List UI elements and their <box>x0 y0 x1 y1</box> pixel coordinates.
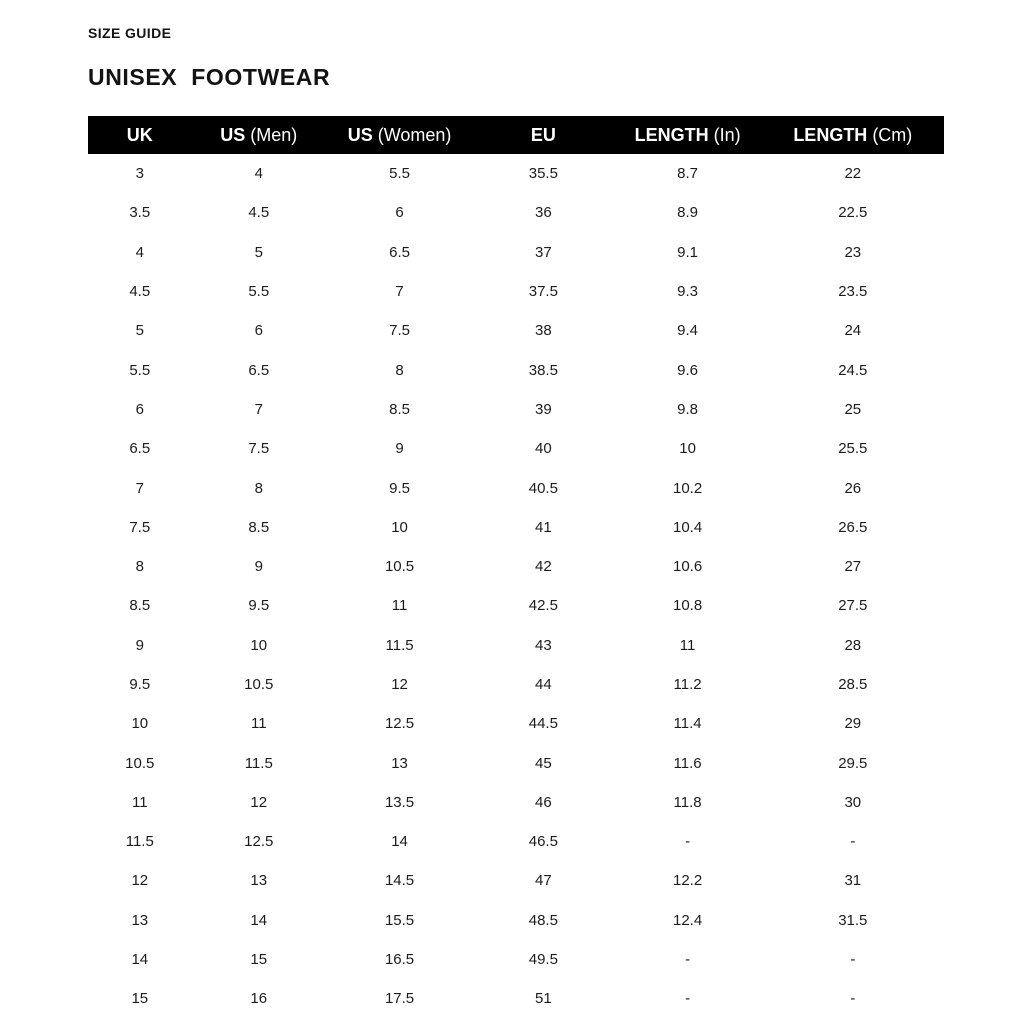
column-header-bold-text: LENGTH <box>634 124 709 145</box>
size-cell: 8 <box>254 479 263 497</box>
size-cell: 10 <box>250 636 268 654</box>
size-cell: 5 <box>254 243 263 261</box>
size-guide-label: SIZE GUIDE <box>88 25 172 41</box>
size-cell: 8 <box>395 361 404 379</box>
size-cell: 8 <box>135 558 144 576</box>
size-cell: 9.5 <box>129 676 151 693</box>
size-cell: 9.4 <box>677 322 699 340</box>
table-row <box>88 272 944 311</box>
size-cell: 14 <box>131 951 149 969</box>
size-cell: 28 <box>844 636 862 654</box>
table-row <box>88 901 944 940</box>
size-cell: 7.5 <box>129 518 151 536</box>
size-cell: 10.8 <box>672 597 703 615</box>
size-cell: 6 <box>135 400 144 418</box>
size-cell: 44.5 <box>528 715 558 733</box>
size-cell: 6.5 <box>389 243 410 261</box>
size-cell: 17.5 <box>384 990 415 1008</box>
size-cell: 28.5 <box>838 676 868 693</box>
size-cell: 8.5 <box>389 400 410 418</box>
size-cell: 5.5 <box>389 165 410 183</box>
size-cell: 7.5 <box>389 322 410 340</box>
size-cell: 6.5 <box>248 361 270 379</box>
size-cell: 14.5 <box>384 872 415 890</box>
size-cell: 5.5 <box>129 361 151 379</box>
size-cell: 11 <box>131 793 148 811</box>
size-cell: 24.5 <box>838 361 868 379</box>
size-cell: 10 <box>391 518 408 536</box>
size-cell: 12 <box>131 872 149 890</box>
column-header <box>326 116 473 154</box>
table-row <box>88 626 944 665</box>
table-row <box>88 704 944 743</box>
size-cell: 3 <box>135 165 144 183</box>
size-cell: 4 <box>254 165 263 183</box>
size-cell: - <box>850 951 856 969</box>
size-cell: 6 <box>395 204 404 222</box>
size-cell: 45 <box>535 754 552 772</box>
size-cell: 8.5 <box>248 518 270 536</box>
table-row <box>88 940 944 979</box>
table-row <box>88 508 944 547</box>
size-cell: 22.5 <box>838 204 868 222</box>
size-cell: 11.8 <box>673 793 702 811</box>
size-cell: 11 <box>250 715 267 733</box>
size-cell: 38.5 <box>528 361 558 379</box>
size-cell: 10.5 <box>244 676 274 693</box>
column-header-bold-text: LENGTH <box>793 124 868 145</box>
size-cell: 13 <box>250 872 268 890</box>
table-row <box>88 979 944 1018</box>
size-cell: 25 <box>844 400 862 418</box>
size-cell: 40 <box>535 440 552 458</box>
size-cell: 42.5 <box>528 597 558 615</box>
size-cell: 11.5 <box>385 636 414 654</box>
size-cell: 12 <box>391 676 408 693</box>
size-cell: 27.5 <box>838 597 868 615</box>
size-cell: 8.5 <box>129 597 151 615</box>
table-body <box>88 154 944 1019</box>
table-row <box>88 468 944 507</box>
size-cell: 9 <box>395 440 404 458</box>
size-cell: 7 <box>395 283 404 301</box>
size-cell: 36 <box>535 204 552 222</box>
size-cell: 23.5 <box>838 283 868 301</box>
size-cell: 10 <box>131 715 149 733</box>
size-cell: - <box>685 990 691 1008</box>
table-row <box>88 193 944 232</box>
size-cell: - <box>850 833 856 851</box>
size-cell: 38 <box>535 322 552 340</box>
size-cell: 31.5 <box>838 911 868 929</box>
column-header-normal-text: (In) <box>708 124 741 145</box>
size-cell: 10 <box>679 440 696 458</box>
size-cell: 11.5 <box>125 833 154 851</box>
size-cell: 26 <box>844 479 862 497</box>
size-cell: 11.6 <box>673 754 702 772</box>
size-cell: 35.5 <box>528 165 558 183</box>
table-row <box>88 350 944 389</box>
table-row <box>88 743 944 782</box>
size-cell: 16.5 <box>384 951 415 969</box>
column-header-bold-text: US <box>220 124 246 145</box>
column-header <box>88 116 192 154</box>
size-cell: 4.5 <box>129 283 151 301</box>
size-cell: 9.6 <box>677 361 699 379</box>
table-header-row <box>88 116 944 154</box>
table-row <box>88 783 944 822</box>
size-cell: 15 <box>131 990 149 1008</box>
size-cell: 22 <box>844 165 862 183</box>
size-cell: 15.5 <box>384 911 415 929</box>
size-cell: 41 <box>535 518 552 536</box>
size-cell: 40.5 <box>528 479 558 497</box>
column-header <box>473 116 613 154</box>
size-cell: 9.3 <box>677 283 699 301</box>
size-cell: 43 <box>535 636 552 654</box>
size-cell: 51 <box>535 990 552 1008</box>
column-header-normal-text: (Women) <box>372 124 452 145</box>
size-cell: 9.5 <box>389 479 410 497</box>
page-title: UNISEX FOOTWEAR <box>88 64 331 90</box>
size-cell: 6.5 <box>129 440 151 458</box>
table-row <box>88 233 944 272</box>
table-row <box>88 586 944 625</box>
size-cell: - <box>685 833 691 851</box>
size-cell: 16 <box>250 990 268 1008</box>
size-cell: 12.2 <box>672 872 703 890</box>
table-row <box>88 822 944 861</box>
size-cell: 11.5 <box>244 754 273 772</box>
table-row <box>88 861 944 900</box>
size-cell: 10.5 <box>125 754 155 772</box>
size-cell: 12.4 <box>672 911 703 929</box>
table-row <box>88 547 944 586</box>
size-cell: 12 <box>250 793 268 811</box>
size-cell: 12.5 <box>384 715 415 733</box>
size-cell: 12.5 <box>244 833 274 851</box>
size-cell: 37 <box>535 243 552 261</box>
size-cell: 7 <box>254 400 263 418</box>
size-cell: 9.8 <box>677 400 699 418</box>
size-cell: 15 <box>250 951 268 969</box>
size-cell: 24 <box>844 322 862 340</box>
size-cell: 9 <box>135 636 144 654</box>
table-row <box>88 311 944 350</box>
column-header <box>762 116 944 154</box>
size-cell: 25.5 <box>838 440 868 458</box>
size-cell: 23 <box>844 243 862 261</box>
size-cell: 30 <box>844 793 862 811</box>
size-cell: 31 <box>844 872 862 890</box>
size-cell: 7 <box>135 479 144 497</box>
size-table <box>88 116 944 1019</box>
size-cell: 3.5 <box>129 204 151 222</box>
column-header <box>192 116 326 154</box>
column-header-normal-text: (Cm) <box>867 124 913 145</box>
size-cell: 11.4 <box>673 715 702 733</box>
size-cell: 9.1 <box>677 243 699 261</box>
size-cell: 11.2 <box>673 676 702 693</box>
size-cell: 49.5 <box>528 951 558 969</box>
size-cell: 29.5 <box>838 754 868 772</box>
size-cell: 8.9 <box>677 204 699 222</box>
table-row <box>88 154 944 193</box>
size-cell: 46.5 <box>528 833 558 851</box>
size-cell: 42 <box>535 558 552 576</box>
size-cell: 10.4 <box>672 518 703 536</box>
size-cell: 48.5 <box>528 911 558 929</box>
size-cell: 26.5 <box>838 518 868 536</box>
size-cell: 14 <box>250 911 268 929</box>
table-row <box>88 429 944 468</box>
size-cell: 13 <box>391 754 408 772</box>
size-cell: 9 <box>254 558 263 576</box>
size-cell: 7.5 <box>248 440 270 458</box>
size-cell: 11 <box>391 597 408 615</box>
size-cell: 10.2 <box>672 479 703 497</box>
size-cell: 29 <box>844 715 862 733</box>
size-cell: 13.5 <box>384 793 415 811</box>
size-cell: 5 <box>135 322 144 340</box>
size-cell: 27 <box>844 558 862 576</box>
size-cell: 44 <box>535 676 552 693</box>
size-cell: 6 <box>254 322 263 340</box>
size-cell: 9.5 <box>248 597 270 615</box>
size-cell: 47 <box>535 872 552 890</box>
table-row <box>88 665 944 704</box>
column-header-normal-text: (Men) <box>245 124 298 145</box>
size-cell: 5.5 <box>248 283 270 301</box>
size-cell: 10.5 <box>384 558 415 576</box>
size-cell: 14 <box>391 833 408 851</box>
column-header <box>614 116 762 154</box>
size-cell: 10.6 <box>672 558 703 576</box>
column-header-bold-text: US <box>347 124 373 145</box>
column-header-bold-text: UK <box>126 124 153 145</box>
size-cell: - <box>685 951 691 969</box>
size-cell: 13 <box>131 911 149 929</box>
size-cell: - <box>850 990 856 1008</box>
size-cell: 39 <box>535 400 552 418</box>
size-cell: 37.5 <box>528 283 558 301</box>
size-cell: 4.5 <box>248 204 270 222</box>
size-cell: 11 <box>679 636 696 654</box>
size-cell: 8.7 <box>677 165 699 183</box>
column-header-bold-text: EU <box>530 124 556 145</box>
size-cell: 46 <box>535 793 552 811</box>
table-row <box>88 390 944 429</box>
size-cell: 4 <box>135 243 144 261</box>
